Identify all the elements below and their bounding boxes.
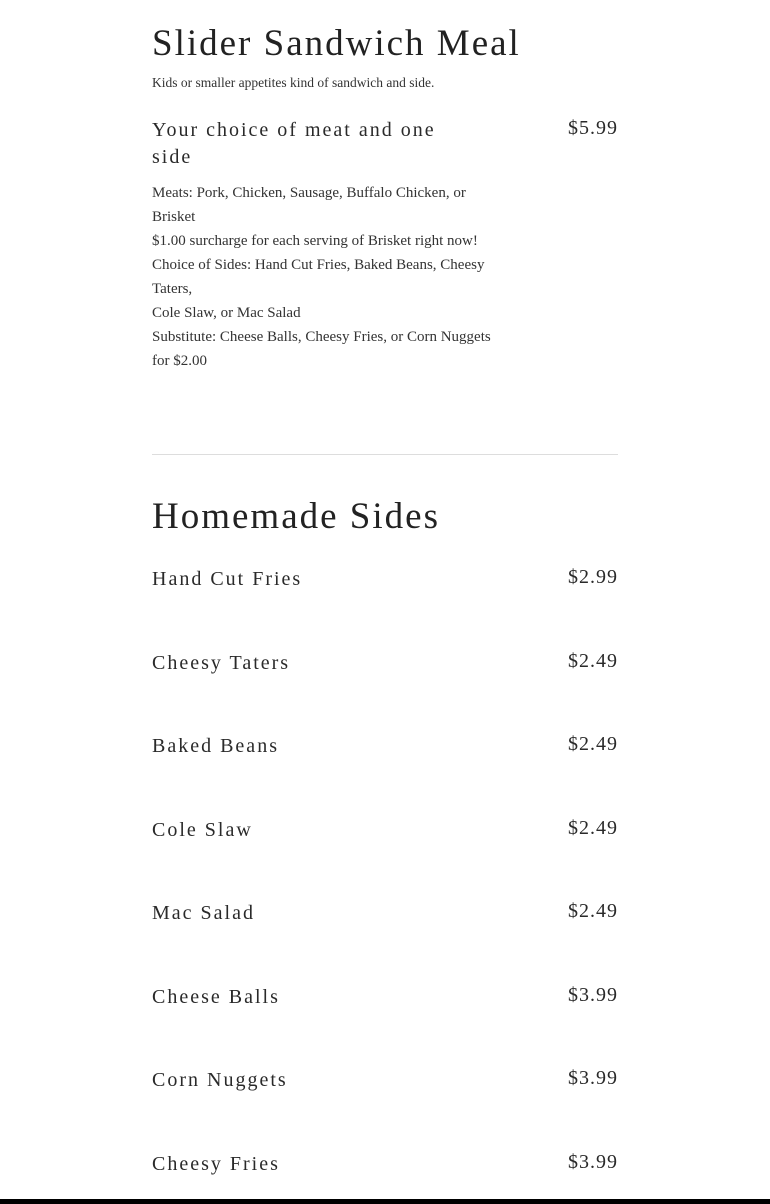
menu-item-price: $5.99 (568, 117, 618, 139)
menu-item-price: $3.99 (568, 1151, 618, 1173)
menu-item-name: Baked Beans (152, 735, 279, 757)
menu-item (152, 982, 618, 1010)
description-line-meats: Meats: Pork, Chicken, Sausage, Buffalo Chicken, or Brisket (152, 185, 466, 225)
section-divider (152, 454, 618, 455)
menu-item (152, 1149, 618, 1177)
menu-item-name: Cheesy Fries (152, 1153, 280, 1175)
menu-item (152, 648, 618, 676)
menu-item-description (152, 181, 492, 373)
menu-item-name: Cole Slaw (152, 819, 253, 841)
menu-item-name: Cheesy Taters (152, 652, 291, 674)
menu-item-name: Mac Salad (152, 902, 255, 924)
section-title-homemade-sides: Homemade Sides (152, 496, 440, 537)
description-line-substitute: Substitute: Cheese Balls, Cheesy Fries, or Corn Nuggets for $2.00 (152, 329, 491, 369)
menu-item (152, 898, 618, 926)
menu-item-price: $2.49 (568, 817, 618, 839)
menu-item (152, 731, 618, 759)
section-description: Kids or smaller appetites kind of sandwich and side. (152, 75, 435, 90)
menu-item-name: Cheese Balls (152, 986, 280, 1008)
menu-item (152, 815, 618, 843)
description-line-sides: Choice of Sides: Hand Cut Fries, Baked Beans, Cheesy Taters, (152, 257, 485, 297)
menu-item (152, 564, 618, 592)
menu-item (152, 1065, 618, 1093)
menu-item-price: $3.99 (568, 1067, 618, 1089)
menu-item-price: $2.99 (568, 566, 618, 588)
menu-item-price: $2.49 (568, 650, 618, 672)
menu-item-price: $3.99 (568, 984, 618, 1006)
menu-item-name: Corn Nuggets (152, 1069, 288, 1091)
bottom-edge-bar (0, 1199, 770, 1204)
menu-item-price: $2.49 (568, 733, 618, 755)
description-line-surcharge: $1.00 surcharge for each serving of Brisket right now! (152, 233, 478, 249)
menu-item-price: $2.49 (568, 900, 618, 922)
menu-item-name: Your choice of meat and one side (152, 119, 436, 168)
section-title-slider-sandwich-meal: Slider Sandwich Meal (152, 23, 521, 64)
description-line-sides-cont: Cole Slaw, or Mac Salad (152, 305, 301, 321)
menu-item-name: Hand Cut Fries (152, 568, 303, 590)
